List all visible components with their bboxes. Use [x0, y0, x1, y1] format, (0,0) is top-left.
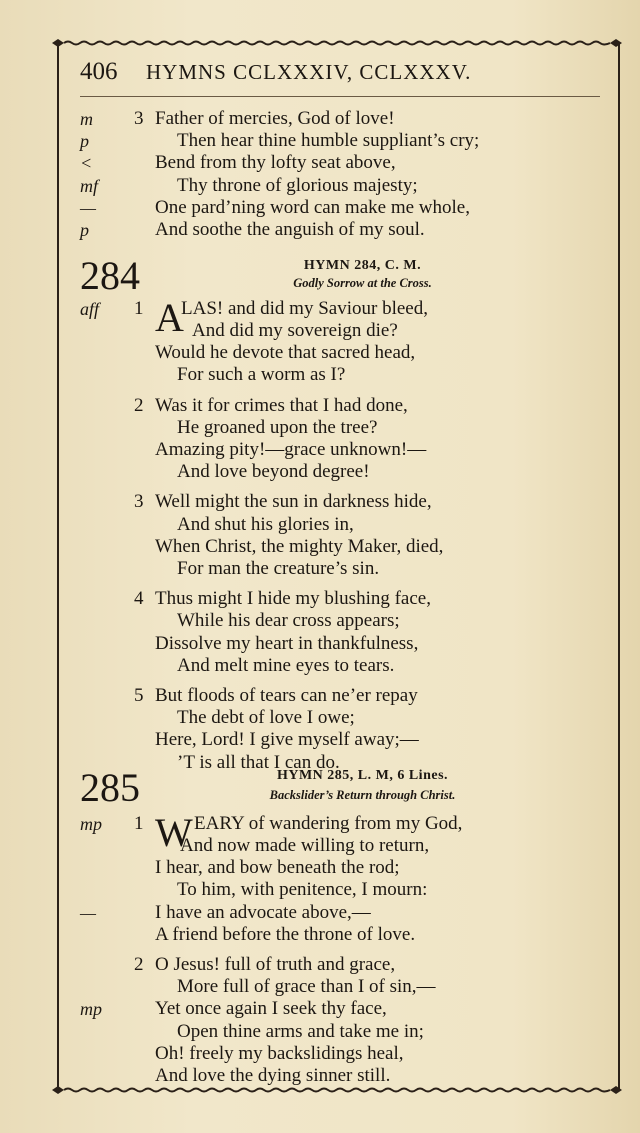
hymn-line: And now made willing to return, [180, 835, 430, 856]
hymn-line: For man the creature’s sin. [177, 558, 380, 579]
hymn-subtitle-285: Backslider’s Return through Christ. [269, 788, 456, 802]
hymn-line: Yet once again I seek thy face, [155, 998, 387, 1020]
hymn-line: Then hear thine humble suppliant’s cry; [177, 130, 480, 152]
hymn-line: He groaned upon the tree? [177, 416, 378, 438]
hymn-line: And love the dying sinner still. [155, 1065, 391, 1086]
verse-number: 4 [134, 588, 144, 610]
hymn-line: And soothe the anguish of my soul. [155, 219, 425, 240]
hymn-line: More full of grace than I of sin,— [177, 976, 436, 998]
verse-number: 3 [134, 108, 144, 129]
verse-number: 2 [134, 394, 144, 416]
hymn-line: And shut his glories in, [177, 513, 354, 535]
hymn-line: O Jesus! full of truth and grace, [155, 954, 396, 975]
hymn-line: The debt of love I owe; [177, 707, 355, 729]
verse-number: 5 [134, 685, 144, 706]
hymn-line: Well might the sun in darkness hide, [155, 491, 432, 513]
hymn-line: And love beyond degree! [177, 461, 370, 483]
verse-number: 2 [134, 954, 144, 975]
hymn-title-284: HYMN 284, C. M. [303, 258, 422, 273]
hymn-line: For such a worm as I? [177, 364, 346, 386]
hymn-line: I hear, and bow beneath the rod; [155, 857, 400, 879]
hymn-line: When Christ, the mighty Maker, died, [155, 535, 444, 557]
page-number: 406 [80, 58, 118, 85]
dynamics-mark: — [80, 902, 97, 923]
hymn-line: To him, with penitence, I mourn: [177, 879, 428, 901]
running-title: HYMNS CCLXXXIV, CCLXXXV. [146, 60, 472, 84]
hymn-line: And melt mine eyes to tears. [177, 654, 395, 676]
verse-number: 1 [134, 813, 144, 834]
hymn-number-285: 285 [80, 765, 140, 810]
drop-cap: A [155, 295, 184, 340]
hymn-line: Amazing pity!—grace unknown!— [155, 439, 427, 460]
hymn-line: One pard’ning word can make me whole, [155, 196, 470, 218]
dynamics-mark: p [80, 131, 89, 152]
hymn-line: Here, Lord! I give myself away;— [155, 729, 419, 751]
hymn-line: Dissolve my heart in thankfulness, [155, 632, 419, 654]
hymn-number-284: 284 [80, 253, 140, 298]
hymn-line: Oh! freely my backslidings heal, [155, 1042, 404, 1064]
hymn-line: A friend before the throne of love. [155, 923, 416, 945]
hymn-line: Thy throne of glorious majesty; [177, 174, 418, 196]
hymn-line: While his dear cross appears; [177, 610, 400, 632]
hymn-line: And did my sovereign die? [192, 320, 398, 341]
verse-number: 3 [134, 491, 144, 513]
hymn-line: EARY of wandering from my God, [194, 813, 463, 834]
dynamics-mark: m [80, 109, 93, 129]
hymn-subtitle-284: Godly Sorrow at the Cross. [293, 276, 432, 290]
dynamics-mark: < [80, 153, 93, 174]
hymn-line: ’T is all that I can do. [177, 751, 340, 773]
dynamics-mark: mp [80, 999, 102, 1020]
dynamics-mark: mf [80, 175, 98, 196]
hymn-line: But floods of tears can ne’er repay [155, 685, 418, 706]
dynamics-mark: — [80, 197, 97, 218]
dynamics-mark: aff [80, 299, 100, 319]
dynamics-mark: p [80, 220, 89, 240]
top-ornamental-rule [52, 39, 622, 47]
hymn-line: Was it for crimes that I had done, [155, 394, 408, 416]
verse-number: 1 [134, 298, 144, 319]
hymn-line: Open thine arms and take me in; [177, 1020, 424, 1042]
dynamics-mark: mp [80, 814, 102, 834]
hymn-line: Bend from thy lofty seat above, [155, 152, 396, 174]
bottom-ornamental-rule [52, 1086, 622, 1094]
hymn-line: I have an advocate above,— [155, 901, 371, 923]
hymn-line: Thus might I hide my blushing face, [155, 588, 431, 610]
drop-cap: W [155, 810, 193, 855]
hymn-title-285: HYMN 285, L. M, 6 Lines. [276, 768, 449, 783]
hymn-line: LAS! and did my Saviour bleed, [181, 298, 428, 319]
hymn-line: Would he devote that sacred head, [155, 342, 416, 364]
page-header [80, 58, 600, 92]
hymn-line: Father of mercies, God of love! [155, 108, 395, 129]
header-divider [80, 96, 600, 97]
